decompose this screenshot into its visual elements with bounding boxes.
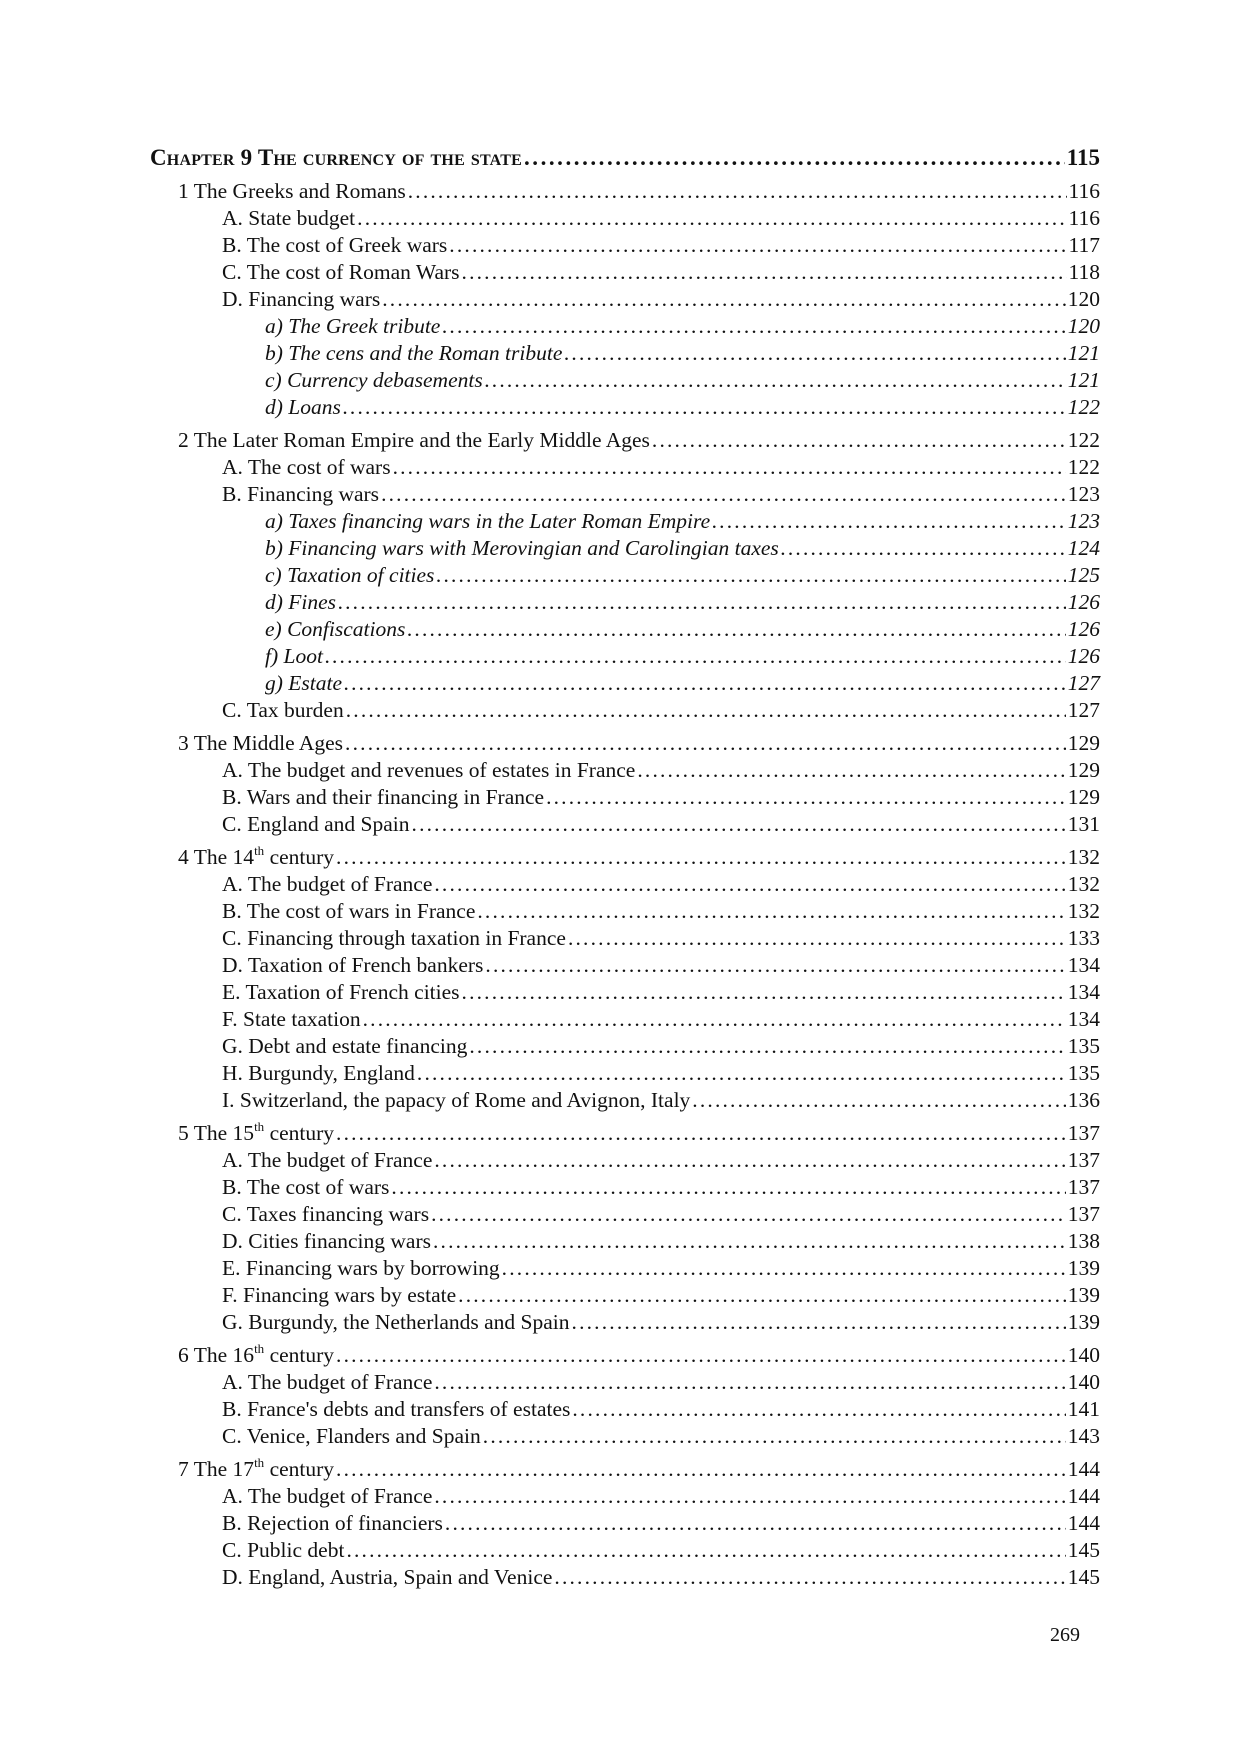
section-entry[interactable] [150, 1121, 1100, 1148]
entry-page: 124 [1067, 536, 1100, 560]
entry-title [222, 1424, 481, 1449]
entry-page: 140 [1067, 1370, 1100, 1394]
entry-title-text: A. The budget of France [222, 872, 433, 896]
subsection-entry[interactable] [150, 1202, 1100, 1229]
section-entry[interactable] [150, 428, 1100, 455]
subsection-entry[interactable] [150, 1397, 1100, 1424]
dot-leader [572, 1397, 1065, 1422]
subsection-entry[interactable] [150, 1424, 1100, 1451]
entry-page: 121 [1067, 368, 1100, 392]
entry-page: 123 [1067, 482, 1100, 506]
dot-leader [338, 590, 1066, 615]
entry-page: 129 [1067, 731, 1100, 755]
entry-page: 137 [1067, 1148, 1100, 1172]
subsection-entry[interactable] [150, 872, 1100, 899]
entry-title-text: The Later Roman Empire and the Early Middle Ages [193, 428, 650, 452]
entry-page: 122 [1067, 395, 1100, 419]
toc-entries [150, 179, 1100, 1592]
entry-page: 126 [1067, 644, 1100, 668]
entry-title-text: A. The cost of wars [222, 455, 391, 479]
subsection-entry[interactable] [150, 698, 1100, 725]
entry-title [265, 314, 440, 339]
entry-title-text: 6 [178, 1343, 189, 1367]
entry-title-text: D. England, Austria, Spain and Venice [222, 1565, 553, 1589]
entry-page: 144 [1067, 1511, 1100, 1535]
dot-leader [458, 1283, 1066, 1308]
entry-page: 126 [1067, 617, 1100, 641]
subsection-entry[interactable] [150, 1511, 1100, 1538]
entry-title-text: century [264, 1457, 335, 1481]
entry-page: 145 [1067, 1565, 1100, 1589]
dot-leader [637, 758, 1065, 783]
entry-page: 121 [1067, 341, 1100, 365]
subsection-entry[interactable] [150, 899, 1100, 926]
entry-page: 126 [1067, 590, 1100, 614]
superscript: th [254, 1455, 265, 1470]
entry-page: 139 [1067, 1310, 1100, 1334]
entry-page: 123 [1067, 509, 1100, 533]
page-number: 269 [1050, 1624, 1080, 1646]
dot-leader [445, 1511, 1066, 1536]
entry-title [265, 671, 342, 696]
entry-page: 134 [1067, 1007, 1100, 1031]
entry-title-text: B. Rejection of financiers [222, 1511, 443, 1535]
entry-page: 117 [1068, 233, 1100, 257]
entry-title-text: A. The budget of France [222, 1484, 433, 1508]
dot-leader [412, 812, 1066, 837]
dot-leader [781, 536, 1066, 561]
entry-title [178, 1457, 334, 1482]
entry-title [222, 1370, 432, 1395]
entry-page: 141 [1067, 1397, 1100, 1421]
entry-page: 135 [1067, 1034, 1100, 1058]
dot-leader [469, 1034, 1065, 1059]
entry-title-text: E. Taxation of French cities [222, 980, 460, 1004]
entry-title [178, 428, 650, 453]
entry-title-text: D. Cities financing wars [222, 1229, 431, 1253]
entry-page: 120 [1067, 287, 1100, 311]
dot-leader [357, 206, 1066, 231]
entry-title [222, 287, 380, 312]
dot-leader [485, 368, 1066, 393]
entry-title [222, 233, 447, 258]
entry-title [222, 1148, 432, 1173]
dot-leader [344, 671, 1066, 696]
entry-title-text: B. Wars and their financing in France [222, 785, 545, 809]
entry-page: 140 [1067, 1343, 1100, 1367]
entry-title [265, 563, 434, 588]
entry-title [222, 1088, 690, 1113]
dot-leader [336, 1121, 1066, 1146]
dot-leader [483, 1424, 1066, 1449]
entry-title-text: C. Taxes financing wars [222, 1202, 430, 1226]
superscript: th [254, 843, 265, 858]
section-entry[interactable] [150, 179, 1100, 206]
entry-title-text: C. The cost of Roman Wars [222, 260, 460, 284]
subsubsection-entry[interactable] [150, 590, 1100, 617]
entry-page: 132 [1067, 899, 1100, 923]
chapter-page: 115 [1066, 145, 1100, 170]
section-entry[interactable] [150, 731, 1100, 758]
dot-leader [485, 953, 1065, 978]
entry-title [222, 1484, 432, 1509]
entry-title-text: The Middle Ages [193, 731, 344, 755]
entry-title-text: 4 [178, 845, 189, 869]
entry-title-text: B. The cost of wars [222, 1175, 390, 1199]
dot-leader [462, 260, 1067, 285]
entry-title-text: e) Confiscations [265, 617, 406, 641]
subsubsection-entry[interactable] [150, 509, 1100, 536]
entry-title [222, 260, 460, 285]
entry-title-text: d) Loans [265, 395, 341, 419]
entry-page: 134 [1067, 980, 1100, 1004]
subsection-entry[interactable] [150, 1034, 1100, 1061]
entry-title-text: 1 [178, 179, 189, 203]
superscript: th [254, 1119, 265, 1134]
entry-title-text: C. Financing through taxation in France [222, 926, 566, 950]
entry-title-text: A. The budget of France [222, 1148, 433, 1172]
entry-page: 145 [1067, 1538, 1100, 1562]
entry-title [222, 698, 344, 723]
entry-page: 127 [1067, 698, 1100, 722]
entry-page: 136 [1067, 1088, 1100, 1112]
entry-title [222, 206, 355, 231]
subsection-entry[interactable] [150, 1148, 1100, 1175]
entry-page: 132 [1067, 872, 1100, 896]
subsection-entry[interactable] [150, 812, 1100, 839]
entry-page: 138 [1067, 1229, 1100, 1253]
entry-title-text: G. Debt and estate financing [222, 1034, 468, 1058]
entry-title [222, 758, 635, 783]
entry-title-text: B. The cost of Greek wars [222, 233, 448, 257]
dot-leader [346, 698, 1066, 723]
entry-title-text: I. Switzerland, the papacy of Rome and Avignon, Italy [222, 1088, 691, 1112]
entry-title-text: The 17 [193, 1457, 255, 1481]
entry-title-text: C. Venice, Flanders and Spain [222, 1424, 481, 1448]
entry-title [178, 179, 406, 204]
entry-title-text: b) Financing wars with Merovingian and Carolingian taxes [265, 536, 779, 560]
subsection-entry[interactable] [150, 785, 1100, 812]
entry-page: 120 [1067, 314, 1100, 338]
entry-title-text: d) Fines [265, 590, 337, 614]
subsection-entry[interactable] [150, 1061, 1100, 1088]
dot-leader [572, 1310, 1066, 1335]
dot-leader [345, 731, 1066, 756]
subsection-entry[interactable] [150, 1088, 1100, 1115]
entry-title-text: F. State taxation [222, 1007, 361, 1031]
subsubsection-entry[interactable] [150, 368, 1100, 395]
entry-title [222, 899, 475, 924]
entry-title [222, 1061, 415, 1086]
entry-title [222, 926, 566, 951]
subsubsection-entry[interactable] [150, 341, 1100, 368]
entry-title [265, 368, 483, 393]
entry-title-text: century [264, 1343, 335, 1367]
entry-title-text: b) The cens and the Roman tribute [265, 341, 563, 365]
subsection-entry[interactable] [150, 1565, 1100, 1592]
subsection-entry[interactable] [150, 1175, 1100, 1202]
entry-page: 133 [1067, 926, 1100, 950]
entry-title [222, 482, 379, 507]
subsection-entry[interactable] [150, 758, 1100, 785]
entry-page: 127 [1067, 671, 1100, 695]
entry-page: 116 [1068, 206, 1100, 230]
dot-leader [431, 1202, 1066, 1227]
entry-title-text: 3 [178, 731, 189, 755]
entry-page: 137 [1067, 1175, 1100, 1199]
entry-title-text: The Greeks and Romans [193, 179, 406, 203]
dot-leader [433, 1229, 1066, 1254]
dot-leader [568, 926, 1066, 951]
dot-leader [346, 1538, 1065, 1563]
subsection-entry[interactable] [150, 1007, 1100, 1034]
dot-leader [407, 617, 1065, 642]
dot-leader [434, 872, 1065, 897]
entry-title [222, 1229, 431, 1254]
entry-page: 134 [1067, 953, 1100, 977]
dot-leader [325, 644, 1066, 669]
entry-title-text: G. Burgundy, the Netherlands and Spain [222, 1310, 570, 1334]
entry-page: 129 [1067, 758, 1100, 782]
subsection-entry[interactable] [150, 1229, 1100, 1256]
entry-title [222, 455, 391, 480]
dot-leader [436, 563, 1065, 588]
dot-leader [692, 1088, 1065, 1113]
entry-title [222, 1283, 456, 1308]
entry-title-text: A. State budget [222, 206, 356, 230]
entry-title-text: A. The budget of France [222, 1370, 433, 1394]
entry-title-text: a) Taxes financing wars in the Later Roman Empire [265, 509, 711, 533]
dot-leader [393, 455, 1066, 480]
entry-title [178, 1121, 334, 1146]
entry-title-text: 7 [178, 1457, 189, 1481]
chapter-heading[interactable] [150, 145, 1100, 171]
subsection-entry[interactable] [150, 1283, 1100, 1310]
dot-leader [434, 1484, 1065, 1509]
dot-leader [524, 145, 1065, 171]
dot-leader [652, 428, 1066, 453]
subsection-entry[interactable] [150, 287, 1100, 314]
entry-title [222, 1256, 500, 1281]
section-entry[interactable] [150, 1457, 1100, 1484]
entry-page: 139 [1067, 1256, 1100, 1280]
entry-title-text: E. Financing wars by borrowing [222, 1256, 500, 1280]
dot-leader [434, 1370, 1065, 1395]
subsubsection-entry[interactable] [150, 314, 1100, 341]
entry-title [178, 845, 334, 870]
entry-page: 118 [1068, 260, 1100, 284]
entry-title [222, 1565, 552, 1590]
entry-title [265, 341, 562, 366]
dot-leader [546, 785, 1066, 810]
entry-title-text: D. Financing wars [222, 287, 381, 311]
entry-title-text: B. The cost of wars in France [222, 899, 476, 923]
entry-title-text: g) Estate [265, 671, 343, 695]
entry-page: 132 [1067, 845, 1100, 869]
entry-title-text: C. Public debt [222, 1538, 345, 1562]
entry-title-text: century [264, 1121, 335, 1145]
entry-title [222, 872, 432, 897]
dot-leader [336, 1457, 1066, 1482]
dot-leader [336, 845, 1066, 870]
table-of-contents [150, 145, 1100, 1592]
entry-title [222, 785, 544, 810]
subsubsection-entry[interactable] [150, 536, 1100, 563]
entry-title [178, 731, 343, 756]
subsection-entry[interactable] [150, 926, 1100, 953]
entry-page: 144 [1067, 1457, 1100, 1481]
entry-title [222, 1538, 344, 1563]
entry-title [265, 536, 779, 561]
subsection-entry[interactable] [150, 1370, 1100, 1397]
subsection-entry[interactable] [150, 1256, 1100, 1283]
entry-page: 135 [1067, 1061, 1100, 1085]
entry-page: 137 [1067, 1121, 1100, 1145]
entry-title [222, 953, 483, 978]
entry-page: 131 [1067, 812, 1100, 836]
entry-title-text: The 14 [193, 845, 255, 869]
entry-title-text: c) Taxation of cities [265, 563, 435, 587]
subsection-entry[interactable] [150, 482, 1100, 509]
dot-leader [462, 980, 1066, 1005]
dot-leader [382, 287, 1066, 312]
dot-leader [363, 1007, 1066, 1032]
entry-title [178, 1343, 334, 1368]
entry-title-text: a) The Greek tribute [265, 314, 441, 338]
subsubsection-entry[interactable] [150, 395, 1100, 422]
entry-title-text: B. France's debts and transfers of estates [222, 1397, 571, 1421]
entry-title-text: C. England and Spain [222, 812, 410, 836]
subsubsection-entry[interactable] [150, 563, 1100, 590]
dot-leader [712, 509, 1066, 534]
entry-title [222, 1511, 443, 1536]
entry-title-text: B. Financing wars [222, 482, 380, 506]
entry-title-text: The 15 [193, 1121, 255, 1145]
section-entry[interactable] [150, 845, 1100, 872]
entry-title [265, 395, 341, 420]
entry-title-text: H. Burgundy, England [222, 1061, 415, 1085]
entry-page: 129 [1067, 785, 1100, 809]
entry-title-text: century [264, 845, 335, 869]
entry-title-text: c) Currency debasements [265, 368, 483, 392]
subsection-entry[interactable] [150, 1484, 1100, 1511]
dot-leader [408, 179, 1067, 204]
dot-leader [336, 1343, 1066, 1368]
entry-page: 137 [1067, 1202, 1100, 1226]
chapter-title: Chapter 9 The currency of the state [150, 145, 522, 170]
entry-page: 122 [1067, 428, 1100, 452]
subsection-entry[interactable] [150, 980, 1100, 1007]
entry-title-text: C. Tax burden [222, 698, 344, 722]
entry-title [265, 590, 336, 615]
entry-title [222, 1175, 389, 1200]
dot-leader [502, 1256, 1066, 1281]
dot-leader [417, 1061, 1066, 1086]
entry-page: 144 [1067, 1484, 1100, 1508]
subsection-entry[interactable] [150, 233, 1100, 260]
entry-title [265, 644, 323, 669]
dot-leader [564, 341, 1065, 366]
entry-title-text: A. The budget and revenues of estates in France [222, 758, 636, 782]
entry-title [222, 1034, 467, 1059]
entry-title-text: F. Financing wars by estate [222, 1283, 457, 1307]
dot-leader [391, 1175, 1065, 1200]
entry-title-text: D. Taxation of French bankers [222, 953, 484, 977]
dot-leader [442, 314, 1065, 339]
subsubsection-entry[interactable] [150, 671, 1100, 698]
dot-leader [554, 1565, 1065, 1590]
entry-title [222, 812, 410, 837]
dot-leader [477, 899, 1065, 924]
dot-leader [434, 1148, 1065, 1173]
entry-page: 122 [1067, 455, 1100, 479]
entry-title-text: f) Loot [265, 644, 323, 668]
superscript: th [254, 1341, 265, 1356]
entry-page: 116 [1068, 179, 1100, 203]
section-entry[interactable] [150, 1343, 1100, 1370]
dot-leader [449, 233, 1066, 258]
entry-page: 143 [1067, 1424, 1100, 1448]
entry-title-text: 5 [178, 1121, 189, 1145]
entry-title [222, 1007, 361, 1032]
entry-page: 125 [1067, 563, 1100, 587]
subsection-entry[interactable] [150, 260, 1100, 287]
entry-title-text: 2 [178, 428, 189, 452]
subsubsection-entry[interactable] [150, 617, 1100, 644]
entry-title [265, 509, 710, 534]
entry-title [265, 617, 405, 642]
subsection-entry[interactable] [150, 1538, 1100, 1565]
entry-title-text: The 16 [193, 1343, 255, 1367]
entry-title [222, 980, 460, 1005]
entry-page: 139 [1067, 1283, 1100, 1307]
dot-leader [343, 395, 1066, 420]
subsubsection-entry[interactable] [150, 644, 1100, 671]
entry-title [222, 1397, 570, 1422]
entry-title [222, 1202, 429, 1227]
subsection-entry[interactable] [150, 455, 1100, 482]
entry-title [222, 1310, 570, 1335]
subsection-entry[interactable] [150, 206, 1100, 233]
dot-leader [381, 482, 1066, 507]
subsection-entry[interactable] [150, 1310, 1100, 1337]
subsection-entry[interactable] [150, 953, 1100, 980]
